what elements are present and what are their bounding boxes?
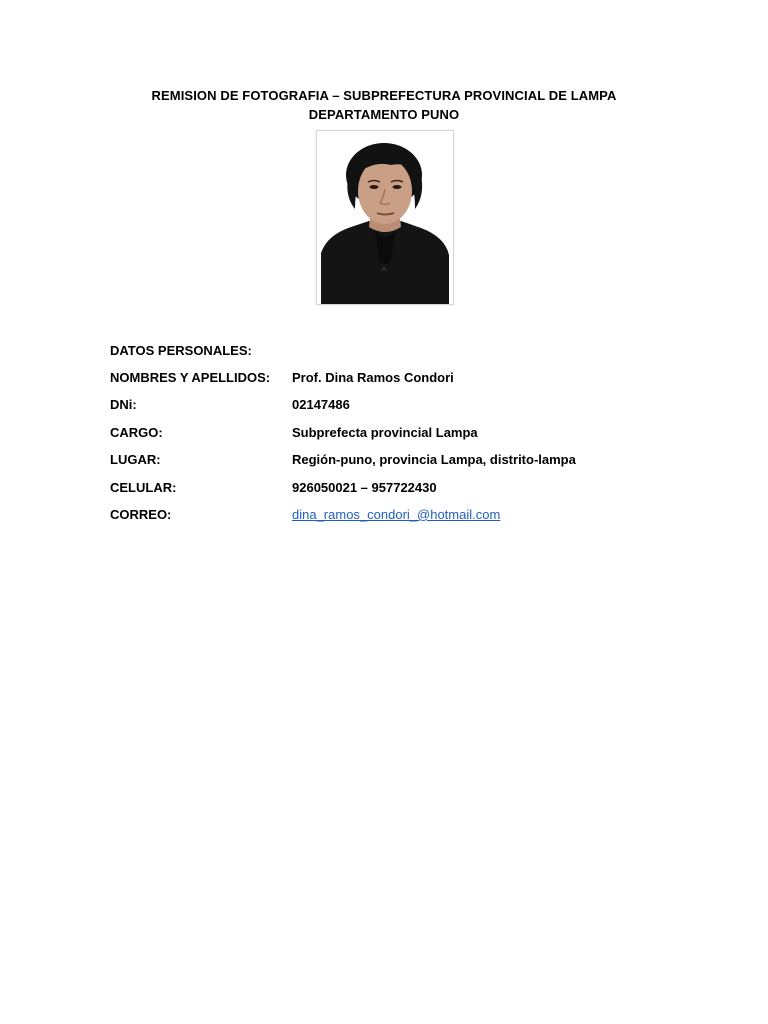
field-label: LUGAR: xyxy=(110,452,161,468)
field-label: CORREO: xyxy=(110,506,172,522)
field-label: CELULAR: xyxy=(110,479,177,495)
field-value: Prof. Dina Ramos Condori xyxy=(292,370,454,385)
portrait-photo-image xyxy=(317,131,453,304)
field-label: CARGO: xyxy=(110,424,163,440)
field-label: DNi: xyxy=(110,397,137,413)
field-row-celular xyxy=(110,480,670,507)
field-value: Subprefecta provincial Lampa xyxy=(292,424,478,440)
field-value: 926050021 – 957722430 xyxy=(292,479,437,495)
personal-data-table xyxy=(110,370,670,534)
field-row-correo xyxy=(110,507,670,534)
document-title: REMISION DE FOTOGRAFIA – SUBPREFECTURA PROVINCIAL DE LAMPA DEPARTAMENTO PUNO xyxy=(151,88,617,122)
field-value: Región-puno, provincia Lampa, distrito-lampa xyxy=(292,452,576,468)
field-value-email xyxy=(292,507,670,522)
field-row-names xyxy=(110,370,670,397)
section-heading-personal-data: DATOS PERSONALES: xyxy=(110,343,252,358)
field-row-cargo xyxy=(110,425,670,452)
email-link[interactable]: dina_ramos_condori_@hotmail.com xyxy=(292,506,501,522)
field-row-lugar xyxy=(110,452,670,479)
field-row-dni xyxy=(110,397,670,424)
field-value: 02147486 xyxy=(292,397,350,413)
portrait-photo xyxy=(316,130,454,305)
field-label: NOMBRES Y APELLIDOS: xyxy=(110,370,271,385)
